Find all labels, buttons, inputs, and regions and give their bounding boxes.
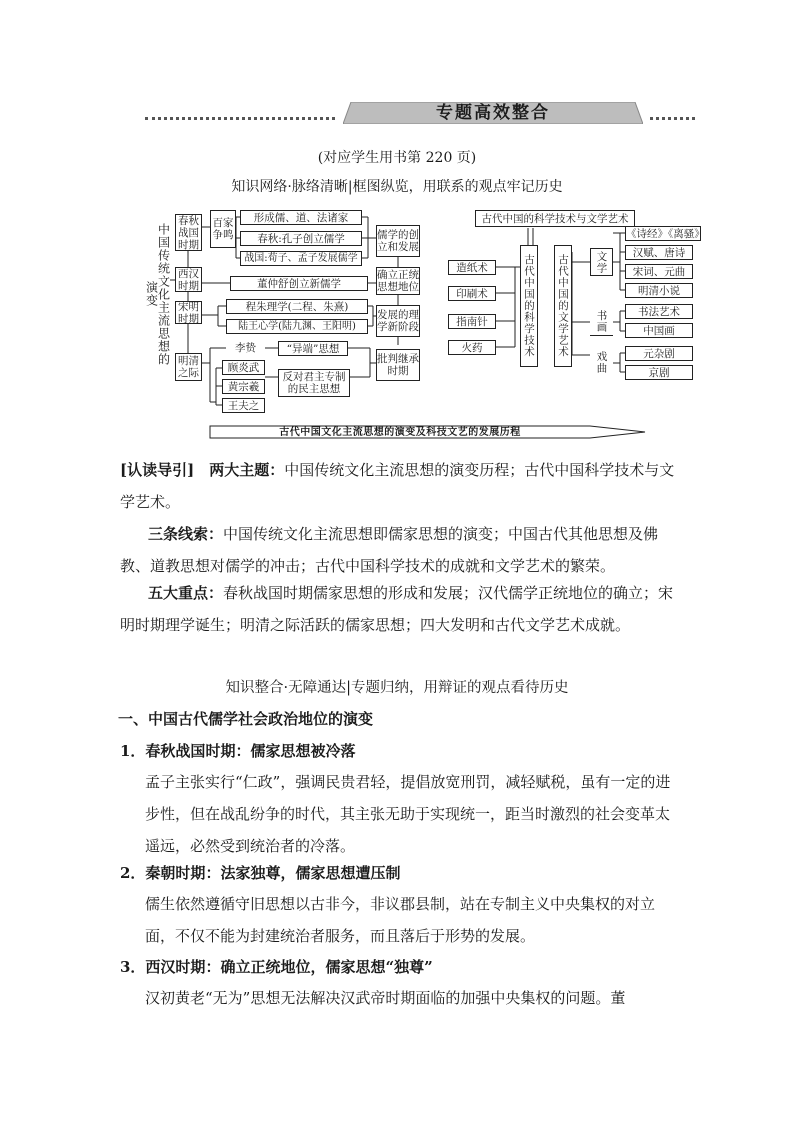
page-reference: (对应学生用书第 220 页) [317, 150, 477, 166]
invention-3: 火药 [448, 340, 496, 355]
network-heading: 知识网络·脉络清晰|框图纵览，用联系的观点牢记历史 [231, 179, 563, 195]
right-diagram-title: 古代中国的科学技术与文学艺术 [475, 210, 635, 227]
category-0: 文学 [590, 248, 613, 276]
stage-2: 发展的理学新阶段 [376, 305, 420, 337]
guide-label: [认读导引] [120, 461, 195, 479]
guide-text-1: 中国传统文化主流思想的演变历程；古代中国科学技术与文学艺术。 [120, 461, 675, 511]
stage-0: 儒学的创立和发展 [376, 225, 420, 257]
person-0: 李贽 [226, 341, 265, 355]
lit-item-3: 明清小说 [625, 283, 693, 298]
yiduan-box: “异端”思想 [278, 341, 348, 356]
page-title: 专题高效整合 [436, 103, 550, 123]
art-item-1: 中国画 [625, 323, 693, 338]
guide-text-2: 中国传统文化主流思想即儒家思想的演变；中国古代其他思想及佛教、道教思想对儒学的冲击；古代中国科学技术的成就和文学艺术的繁荣。 [120, 525, 659, 575]
category-2: 戏曲 [590, 348, 613, 376]
knowledge-diagram [140, 205, 705, 450]
lit-item-0: 《诗经》《离骚》 [626, 227, 705, 240]
drama-item-1: 京剧 [625, 365, 693, 380]
item-1: 春秋:孔子创立儒学 [240, 231, 362, 246]
subsection-1: 1．春秋战国时期：儒家思想被冷落 [120, 742, 356, 760]
guide-lead-3: 五大重点： [148, 584, 224, 602]
right-dots [650, 117, 695, 120]
person-3: 王夫之 [222, 398, 265, 413]
art-item-0: 书法艺术 [625, 304, 693, 319]
person-2: 黄宗羲 [222, 379, 265, 394]
period-songming: 宋明时期 [175, 301, 202, 324]
integration-heading: 知识整合·无障通达|专题归纳，用辩证的观点看待历史 [225, 680, 569, 696]
guide-lead-2: 三条线索： [148, 525, 224, 543]
subsection-3: 3．西汉时期：确立正统地位，儒家思想“独尊” [120, 958, 433, 976]
invention-1: 印刷术 [448, 286, 496, 301]
item-3: 董仲舒创立新儒学 [230, 276, 368, 291]
guide-lead-1: 两大主题： [209, 461, 285, 479]
invention-2: 指南针 [448, 314, 496, 329]
lit-item-1: 汉赋、唐诗 [625, 245, 693, 260]
left-dots [145, 117, 335, 120]
paragraph-2: 儒生依然遵循守旧思想以古非今，非议郡县制，站在专制主义中央集权的对立面，不仅不能为封建统治者服务，而且落后于形势的发展。 [145, 895, 656, 945]
section-heading-1: 一、中国古代儒学社会政治地位的演变 [118, 710, 374, 728]
paragraph-3: 汉初黄老“无为”思想无法解决汉武帝时期面临的加强中央集权的问题。董 [145, 989, 626, 1007]
paragraph-1: 孟子主张实行“仁政”，强调民贵君轻，提倡放宽刑罚，减轻赋税，虽有一定的进步性，但在战乱纷争的时代，其主张无助于实现统一，距当时激烈的社会变革太遥远，必然受到统治者的冷落。 [145, 773, 671, 855]
period-xihan: 西汉时期 [175, 267, 202, 292]
stage-1: 确立正统思想地位 [377, 269, 419, 293]
category-1: 书画 [590, 308, 613, 336]
left-diagram-title: 中国传统文化主流思想的演变 [145, 219, 170, 369]
person-1: 顾炎武 [222, 360, 265, 375]
section-header [145, 100, 695, 126]
stage-3: 批判继承时期 [376, 349, 420, 381]
baijia-box: 百家争鸣 [210, 210, 236, 248]
guide-paragraph-2 [120, 518, 675, 582]
subsection-2: 2．秦朝时期：法家独尊，儒家思想遭压制 [120, 864, 401, 882]
period-mingqing: 明清之际 [175, 353, 202, 381]
period-chunqiu: 春秋战国时期 [175, 214, 202, 251]
item-2: 战国:荀子、孟子发展儒学 [240, 251, 362, 266]
guide-paragraph-3 [120, 577, 675, 641]
fandui-box: 反对君主专制的民主思想 [278, 369, 350, 397]
drama-item-0: 元杂剧 [625, 346, 693, 361]
arrow-caption: 古代中国文化主流思想的演变及科技文艺的发展历程 [279, 426, 521, 438]
sci-label: 古代中国的科学技术 [520, 245, 538, 367]
guide-paragraph-1 [120, 454, 675, 518]
item-4: 程朱理学(二程、朱熹) [226, 299, 368, 314]
lit-item-2: 宋词、元曲 [625, 264, 693, 279]
lit-label: 古代中国的文学艺术 [554, 245, 572, 367]
item-0: 形成儒、道、法诸家 [240, 210, 362, 225]
guide-text-3: 春秋战国时期儒家思想的形成和发展；汉代儒学正统地位的确立；宋明时期理学诞生；明清之际活跃的儒家思想；四大发明和古代文学艺术成就。 [120, 584, 674, 634]
invention-0: 造纸术 [448, 260, 496, 275]
item-5: 陆王心学(陆九渊、王阳明) [226, 319, 368, 334]
